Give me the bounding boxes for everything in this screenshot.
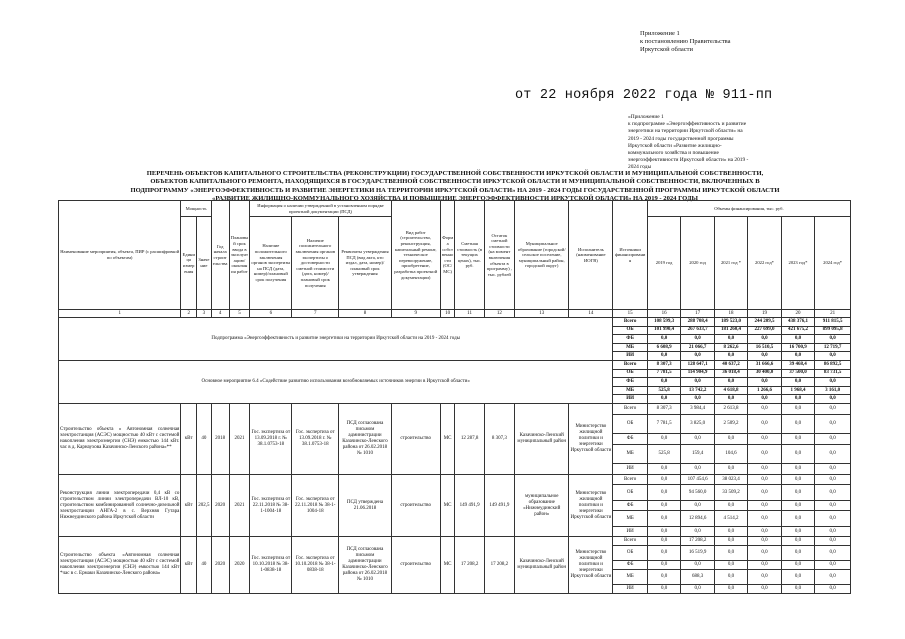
column-number: 18 <box>714 310 747 318</box>
funding-source: Всего <box>613 475 648 485</box>
object-unit: кВт <box>181 475 197 537</box>
header-pd-conclusion: Наличие положительного заключения органов экспертизы на ПСД (дата, номер)/плановый срок получения <box>250 217 292 310</box>
funding-value: 0,0 <box>647 475 680 485</box>
funding-value: 0,0 <box>748 485 781 501</box>
funding-value: 0,0 <box>714 537 747 546</box>
annex2-line: энергоэффективности Иркутской области» на 2019 - <box>628 157 749 164</box>
object-expertise: Гос. экспертиза от 10.10.2018 № 38-1-0838-18 <box>250 537 292 594</box>
column-number: 5 <box>229 310 250 318</box>
column-number: 9 <box>391 310 440 318</box>
column-number: 21 <box>815 310 851 318</box>
funding-value: 2 613,8 <box>714 403 747 415</box>
funding-value: 0,0 <box>781 463 814 475</box>
funding-value: 8 307,3 <box>647 360 680 369</box>
funding-value: 0,0 <box>781 485 814 501</box>
funding-source: Всего <box>613 360 648 369</box>
funding-value: 0,0 <box>647 570 680 585</box>
object-estimate: 149 491,9 <box>455 475 484 537</box>
column-number: 3 <box>197 310 212 318</box>
funding-value: 0,0 <box>681 501 714 511</box>
object-cost-expertise: Гос. экспертиза от 10.10.2018 № 38-1-0838-18 <box>292 537 339 594</box>
object-year-plan: 2021 <box>229 475 250 537</box>
funding-value: 0,0 <box>815 537 851 546</box>
funding-value: 0,0 <box>714 463 747 475</box>
funding-source: ИИ <box>613 527 648 537</box>
funding-value: 0,0 <box>781 501 814 511</box>
funding-value: 0,0 <box>781 433 814 445</box>
funding-value: 525,8 <box>647 445 680 463</box>
column-number: 20 <box>781 310 814 318</box>
funding-value: 0,0 <box>748 501 781 511</box>
funding-value: 40 637,2 <box>714 360 747 369</box>
funding-value: 0,0 <box>781 527 814 537</box>
funding-value: 83 731,5 <box>815 369 851 378</box>
funding-value: 0,0 <box>781 511 814 527</box>
header-year: 2020 год <box>681 217 714 310</box>
funding-value: 0,0 <box>781 445 814 463</box>
object-year-plan: 2021 <box>229 403 250 474</box>
funding-value: 0,0 <box>714 352 747 361</box>
funding-value: 0,0 <box>748 445 781 463</box>
column-number: 4 <box>211 310 229 318</box>
object-name: Строительство объекта «Автономная солнечная электростанция (АСЭС) мощностью 40 кВт с системой накопления электроэнергии (СНЭ) емкостью 144 кВт *час в с. Ермаки Казачинско-Ленского района» <box>59 537 181 594</box>
funding-value: 0,0 <box>815 585 851 594</box>
funding-value: 0,0 <box>815 527 851 537</box>
section-title: Подпрограмма «Энергоэффективность и развитие энергетики на территории Иркутской области на 2019 - 2024 годы <box>59 318 613 361</box>
annex-subprogram-header <box>628 114 888 172</box>
funding-source: ИИ <box>613 585 648 594</box>
funding-value: 0,0 <box>781 378 814 387</box>
annex-line: Иркутской области <box>640 46 693 53</box>
funding-value: 114 904,9 <box>681 369 714 378</box>
funding-value: 17 208,2 <box>681 537 714 546</box>
funding-value: 0,0 <box>748 527 781 537</box>
funding-value: 0,0 <box>681 527 714 537</box>
header-year-plan: Плановый срок ввода в эксплуатацию/ окончания работ <box>229 201 250 310</box>
column-numbers-row <box>59 310 851 318</box>
funding-value: 0,0 <box>815 561 851 570</box>
funding-value: 12 719,7 <box>815 343 851 352</box>
funding-value: 0,0 <box>681 433 714 445</box>
header-pd-cost: Наличие положительного заключения органов экспертизы о достоверности сметной стоимости (дата, номер)/плановый срок получения <box>292 217 339 310</box>
column-number: 2 <box>181 310 197 318</box>
funding-value: 227 699,0 <box>748 326 781 335</box>
funding-value: 0,0 <box>748 475 781 485</box>
funding-value: 0,0 <box>647 395 680 404</box>
funding-source: МБ <box>613 386 648 395</box>
object-cost-expertise: Гос. экспертиза от 22.11.2018 № 38-1-1004-18 <box>292 475 339 537</box>
funding-value: 0,0 <box>647 511 680 527</box>
funding-value: 159,4 <box>681 445 714 463</box>
funding-value: 0,0 <box>748 511 781 527</box>
header-year: 2023 год* <box>781 217 814 310</box>
funding-value: 7 781,5 <box>647 415 680 433</box>
funding-value: 13 742,2 <box>681 386 714 395</box>
funding-value: 101 990,4 <box>647 326 680 335</box>
funding-value: 0,0 <box>781 537 814 546</box>
funding-value: 0,0 <box>681 335 714 344</box>
funding-value: 0,0 <box>647 527 680 537</box>
funding-value: 0,0 <box>815 546 851 561</box>
funding-value: 104,6 <box>714 445 747 463</box>
object-work-type: строительство <box>391 537 440 594</box>
header-remainder: Остаток сметной стоимости (на момент включения объекта в программу) , тыс. рублей <box>484 201 514 310</box>
section-title: Основное мероприятие 6.4 «Содействие развитию использования возобновляемых источников энергии в Иркутской области» <box>59 360 613 403</box>
object-estimate: 12 287,8 <box>455 403 484 474</box>
funding-value: 0,0 <box>681 561 714 570</box>
funding-value: 0,0 <box>781 352 814 361</box>
column-number: 11 <box>455 310 484 318</box>
funding-value: 30 400,0 <box>748 369 781 378</box>
column-number: 10 <box>440 310 455 318</box>
column-number: 7 <box>292 310 339 318</box>
funding-value: 1 266,6 <box>748 386 781 395</box>
funding-value: 36 018,4 <box>714 369 747 378</box>
object-municipality: Казачинско-Ленский муниципальный район <box>515 537 569 594</box>
funding-value: 0,0 <box>815 463 851 475</box>
funding-source: Всего <box>613 318 648 327</box>
header-year: 2024 год* <box>815 217 851 310</box>
funding-value: 438 376,1 <box>781 318 814 327</box>
funding-value: 0,0 <box>781 415 814 433</box>
object-year-start: 2020 <box>211 475 229 537</box>
object-remainder: 17 208,2 <box>484 537 514 594</box>
funding-value: 0,0 <box>748 570 781 585</box>
order-date-number: от 22 ноября 2022 года № 911-пп <box>515 88 773 103</box>
funding-source: ИИ <box>613 352 648 361</box>
header-value: Значение <box>197 217 212 310</box>
funding-value: 107 454,6 <box>681 475 714 485</box>
column-number: 8 <box>339 310 391 318</box>
funding-value: 0,0 <box>647 485 680 501</box>
annex2-line: энергетики на территории Иркутской области» на <box>628 128 743 135</box>
funding-value: 0,0 <box>748 395 781 404</box>
funding-source: ОБ <box>613 326 648 335</box>
funding-value: 0,0 <box>781 546 814 561</box>
funding-source: ФБ <box>613 335 648 344</box>
funding-source: ФБ <box>613 433 648 445</box>
object-municipality: Казачинско-Ленский муниципальный район <box>515 403 569 474</box>
funding-value: 0,0 <box>748 415 781 433</box>
annex2-line: к подпрограмме «Энергоэффективность и развитие <box>628 121 747 128</box>
funding-value: 33 509,2 <box>714 485 747 501</box>
funding-value: 3 825,0 <box>681 415 714 433</box>
subprogram-row <box>59 318 851 327</box>
funding-value: 0,0 <box>714 395 747 404</box>
funding-value: 0,0 <box>781 475 814 485</box>
object-expertise: Гос. экспертиза от 22.11.2018 № 38-1-1004-18 <box>250 475 292 537</box>
object-psd-approval: ПСД утверждена 21.06.2018 <box>339 475 391 537</box>
header-power: Мощность <box>181 201 211 217</box>
funding-value: 0,0 <box>781 335 814 344</box>
funding-value: 0,0 <box>681 395 714 404</box>
annex-header <box>640 30 900 54</box>
funding-value: 0,0 <box>748 585 781 594</box>
funding-value: 899 095,8 <box>815 326 851 335</box>
header-name: Наименование мероприятия, объекта, ПИР (с расшифровкой по объектам) <box>59 201 181 310</box>
funding-value: 0,0 <box>815 378 851 387</box>
funding-value: 0,0 <box>714 527 747 537</box>
column-number: 12 <box>484 310 514 318</box>
funding-value: 0,0 <box>681 352 714 361</box>
object-ownership: МС <box>440 403 455 474</box>
funding-value: 0,0 <box>781 570 814 585</box>
object-year-start: 2018 <box>211 403 229 474</box>
funding-value: 0,0 <box>748 463 781 475</box>
object-year-plan: 2020 <box>229 537 250 594</box>
funding-value: 38 023,4 <box>714 475 747 485</box>
funding-source: ОБ <box>613 415 648 433</box>
funding-source: ИИ <box>613 463 648 475</box>
funding-value: 0,0 <box>781 561 814 570</box>
funding-value: 0,0 <box>714 501 747 511</box>
funding-value: 4 514,2 <box>714 511 747 527</box>
funding-value: 0,0 <box>714 570 747 585</box>
funding-value: 12 894,6 <box>681 511 714 527</box>
funding-value: 0,0 <box>815 485 851 501</box>
funding-value: 0,0 <box>748 561 781 570</box>
funding-value: 0,0 <box>815 433 851 445</box>
annex-line: к постановлению Правительства <box>640 38 731 45</box>
funding-value: 0,0 <box>714 433 747 445</box>
funding-value: 2 509,2 <box>714 415 747 433</box>
object-estimate: 17 208,2 <box>455 537 484 594</box>
funding-source: МБ <box>613 343 648 352</box>
funding-value: 0,0 <box>748 335 781 344</box>
funding-value: 0,0 <box>647 537 680 546</box>
funding-value: 0,0 <box>681 463 714 475</box>
funding-value: 0,0 <box>714 378 747 387</box>
object-row <box>59 537 851 546</box>
funding-source: МБ <box>613 511 648 527</box>
header-unit: Единица измерения <box>181 217 197 310</box>
funding-value: 0,0 <box>815 475 851 485</box>
funding-value: 0,0 <box>815 511 851 527</box>
funding-value: 0,0 <box>647 463 680 475</box>
object-expertise: Гос. экспертиза от 13.09.2018 г. № 38.1.0753-18 <box>250 403 292 474</box>
object-work-type: строительство <box>391 475 440 537</box>
funding-value: 0,0 <box>781 395 814 404</box>
funding-value: 0,0 <box>748 537 781 546</box>
funding-value: 6 608,9 <box>647 343 680 352</box>
object-power: 202,5 <box>197 475 212 537</box>
funding-value: 7 781,5 <box>647 369 680 378</box>
object-power: 40 <box>197 537 212 594</box>
column-number: 19 <box>748 310 781 318</box>
funding-value: 108 599,3 <box>647 318 680 327</box>
header-ownership: Форма собственности (ОС/ МС) <box>440 201 455 310</box>
funding-value: 0,0 <box>815 445 851 463</box>
funding-value: 911 815,5 <box>815 318 851 327</box>
header-year: 2021 год * <box>714 217 747 310</box>
funding-value: 0,0 <box>647 433 680 445</box>
funding-source: ИИ <box>613 395 648 404</box>
funding-value: 1 968,4 <box>781 386 814 395</box>
funding-value: 0,0 <box>748 433 781 445</box>
annex2-line: Иркутской области «Развитие жилищно- <box>628 142 722 149</box>
funding-value: 16 700,9 <box>781 343 814 352</box>
funding-value: 0,0 <box>647 378 680 387</box>
object-work-type: строительство <box>391 403 440 474</box>
column-number: 6 <box>250 310 292 318</box>
funding-value: 16 510,5 <box>748 343 781 352</box>
object-psd-approval: ПСД согласована письмом администрации Казачинско-Ленского района от 26.02.2018 № 1010 <box>339 403 391 474</box>
funding-source: ОБ <box>613 485 648 501</box>
header-estimate: Сметная стоимость (в текущих ценах), тыс. руб. <box>455 201 484 310</box>
funding-value: 0,0 <box>681 585 714 594</box>
funding-value: 0,0 <box>647 546 680 561</box>
header-work-type: Вид работ (строительство, реконструкция, капитальный ремонт, техническое перевооружение, приобретение, разработка проектной документации) <box>391 201 440 310</box>
column-number: 17 <box>681 310 714 318</box>
funding-value: 3 984,4 <box>681 403 714 415</box>
funding-value: 0,0 <box>815 403 851 415</box>
funding-source: ОБ <box>613 546 648 561</box>
object-power: 40 <box>197 403 212 474</box>
object-unit: кВт <box>181 537 197 594</box>
object-remainder: 149 491,9 <box>484 475 514 537</box>
funding-value: 0,0 <box>647 352 680 361</box>
annex2-line: 2024 годы <box>628 164 652 171</box>
object-unit: кВт <box>181 403 197 474</box>
funding-value: 688,3 <box>681 570 714 585</box>
document-title <box>55 170 855 203</box>
column-number: 1 <box>59 310 181 318</box>
funding-value: 181 260,4 <box>714 326 747 335</box>
funding-value: 37 500,0 <box>781 369 814 378</box>
funding-value: 21 066,7 <box>681 343 714 352</box>
column-number: 15 <box>613 310 648 318</box>
annex-line: Приложение 1 <box>640 30 680 37</box>
object-remainder: 8 307,3 <box>484 403 514 474</box>
annex2-line: 2019 - 2024 годы государственной программы <box>628 135 734 142</box>
main-measure-row <box>59 360 851 369</box>
funding-value: 8 307,3 <box>647 403 680 415</box>
column-number: 13 <box>515 310 569 318</box>
object-psd-approval: ПСД согласована письмом администрации Казачинско-Ленского района от 26.02.2018 № 1010 <box>339 537 391 594</box>
object-ownership: МС <box>440 537 455 594</box>
funding-value: 0,0 <box>781 403 814 415</box>
funding-value: 3 161,0 <box>815 386 851 395</box>
funding-source: МБ <box>613 445 648 463</box>
funding-value: 0,0 <box>781 585 814 594</box>
funding-value: 94 560,0 <box>681 485 714 501</box>
funding-value: 39 468,4 <box>781 360 814 369</box>
object-cost-expertise: Гос. экспертиза от 13.09.2018 г. № 38.1.0753-18 <box>292 403 339 474</box>
funding-value: 267 633,7 <box>681 326 714 335</box>
column-number: 14 <box>569 310 613 318</box>
funding-value: 244 209,5 <box>748 318 781 327</box>
funding-value: 0,0 <box>815 335 851 344</box>
funding-value: 0,0 <box>714 546 747 561</box>
funding-value: 86 892,5 <box>815 360 851 369</box>
header-year: 2022 год* <box>748 217 781 310</box>
funding-value: 288 708,4 <box>681 318 714 327</box>
object-year-start: 2020 <box>211 537 229 594</box>
column-number: 16 <box>647 310 680 318</box>
title-line: «РАЗВИТИЕ ЖИЛИЩНО-КОММУНАЛЬНОГО ХОЗЯЙСТВА И ПОВЫШЕНИЕ ЭНЕРГОЭФФЕКТИВНОСТИ ИРКУТСКОЙ ОБЛАСТИ» НА 2019 - 2024 ГОДЫ <box>212 194 698 202</box>
object-row <box>59 475 851 485</box>
object-municipality: муниципальное образование «Нижнеудинский район» <box>515 475 569 537</box>
funding-source: ОБ <box>613 369 648 378</box>
funding-value: 0,0 <box>815 352 851 361</box>
header-municipality: Муниципальное образование (городской/сельское поселение, муниципальный район, городской округ) <box>515 201 569 310</box>
funding-value: 421 675,2 <box>781 326 814 335</box>
funding-source: Всего <box>613 403 648 415</box>
funding-value: 16 519,9 <box>681 546 714 561</box>
object-executor: Министерство жилищной политики и энергетики Иркутской области <box>569 475 613 537</box>
object-executor: Министерство жилищной политики и энергетики Иркутской области <box>569 537 613 594</box>
funding-value: 128 647,1 <box>681 360 714 369</box>
funding-value: 0,0 <box>647 335 680 344</box>
funding-value: 0,0 <box>647 561 680 570</box>
header-year-start: Год начала строительства <box>211 201 229 310</box>
object-name: Реконструкция линии электропередачи 0,4 кВ со строительством линии электропередачи ВЛ-10 кВ, строительством комбинированной солнечно-дизельной электростанции АНГА-2 в с. Верхняя Гутара Нижнеудинского района Иркутской области <box>59 475 181 537</box>
funding-value: 0,0 <box>815 570 851 585</box>
funding-value: 0,0 <box>714 335 747 344</box>
funding-value: 0,0 <box>681 378 714 387</box>
funding-value: 0,0 <box>714 585 747 594</box>
funding-value: 8 262,6 <box>714 343 747 352</box>
funding-value: 0,0 <box>748 352 781 361</box>
header-executor: Исполнитель (наименование ИОГВ) <box>569 201 613 310</box>
title-line: ПОДПРОГРАММУ «ЭНЕРГОЭФФЕКТИВНОСТЬ И РАЗВИТИЕ ЭНЕРГЕТИКИ НА ТЕРРИТОРИИ ИРКУТСКОЙ ОБЛАСТИ» НА 2019 - 2024 ГОДЫ ГОСУДАРСТВЕННОЙ ПРОГРАММЫ ИРКУТСКОЙ ОБЛАСТИ <box>130 186 780 194</box>
annex2-line: коммунального хозяйства и повышение <box>628 150 719 157</box>
funding-value: 525,8 <box>647 386 680 395</box>
title-line: ПЕРЕЧЕНЬ ОБЪЕКТОВ КАПИТАЛЬНОГО СТРОИТЕЛЬСТВА (РЕКОНСТРУКЦИИ) ГОСУДАРСТВЕННОЙ СОБСТВЕННОСТИ ИРКУТСКОЙ ОБЛАСТИ И МУНИЦИПАЛЬНОЙ СОБСТВЕННОСТИ, <box>146 170 764 177</box>
annex2-line: «Приложение 1 <box>628 114 664 120</box>
header-pd-info: Информация о наличии утвержденной в установленном порядке проектной документации (ПСД) <box>250 201 391 217</box>
object-row <box>59 403 851 415</box>
header-funding: Объемы финансирования, тыс. руб. <box>647 201 850 217</box>
funding-value: 0,0 <box>815 415 851 433</box>
objects-table <box>58 200 851 594</box>
object-ownership: МС <box>440 475 455 537</box>
object-name: Строительство объекта « Автономная солнечная электростанция (АСЭС) мощностью 40 кВт с системой накопления электроэнергии (СНЭ) емкостью 144 кВт. час в д. Карнаухова Казачинско-Ленского района»** <box>59 403 181 474</box>
funding-value: 189 523,0 <box>714 318 747 327</box>
object-executor: Министерство жилищной политики и энергетики Иркутской области <box>569 403 613 474</box>
funding-value: 0,0 <box>647 585 680 594</box>
funding-source: ФБ <box>613 501 648 511</box>
funding-source: ФБ <box>613 378 648 387</box>
funding-value: 0,0 <box>748 403 781 415</box>
funding-value: 0,0 <box>748 378 781 387</box>
funding-source: Всего <box>613 537 648 546</box>
funding-value: 0,0 <box>815 501 851 511</box>
funding-value: 0,0 <box>815 395 851 404</box>
funding-value: 31 666,6 <box>748 360 781 369</box>
funding-source: МБ <box>613 570 648 585</box>
funding-value: 0,0 <box>647 501 680 511</box>
funding-source: ФБ <box>613 561 648 570</box>
funding-value: 0,0 <box>748 546 781 561</box>
title-line: ОБЪЕКТОВ КАПИТАЛЬНОГО РЕМОНТА, НАХОДЯЩИХСЯ В ГОСУДАРСТВЕННОЙ СОБСТВЕННОСТИ ИРКУТСКОЙ ОБЛАСТИ И МУНИЦИПАЛЬНОЙ СОБСТВЕННОСТИ, ВКЛЮЧЕННЫХ В <box>150 178 760 186</box>
funding-value: 0,0 <box>714 561 747 570</box>
header-year: 2019 год <box>647 217 680 310</box>
header-sources: Источники финансирования <box>613 201 648 310</box>
funding-value: 4 618,8 <box>714 386 747 395</box>
header-pd-approve: Реквизиты утверждения ПСД (вид акта, кто издал, дата, номер)/плановый срок утверждения <box>339 217 391 310</box>
